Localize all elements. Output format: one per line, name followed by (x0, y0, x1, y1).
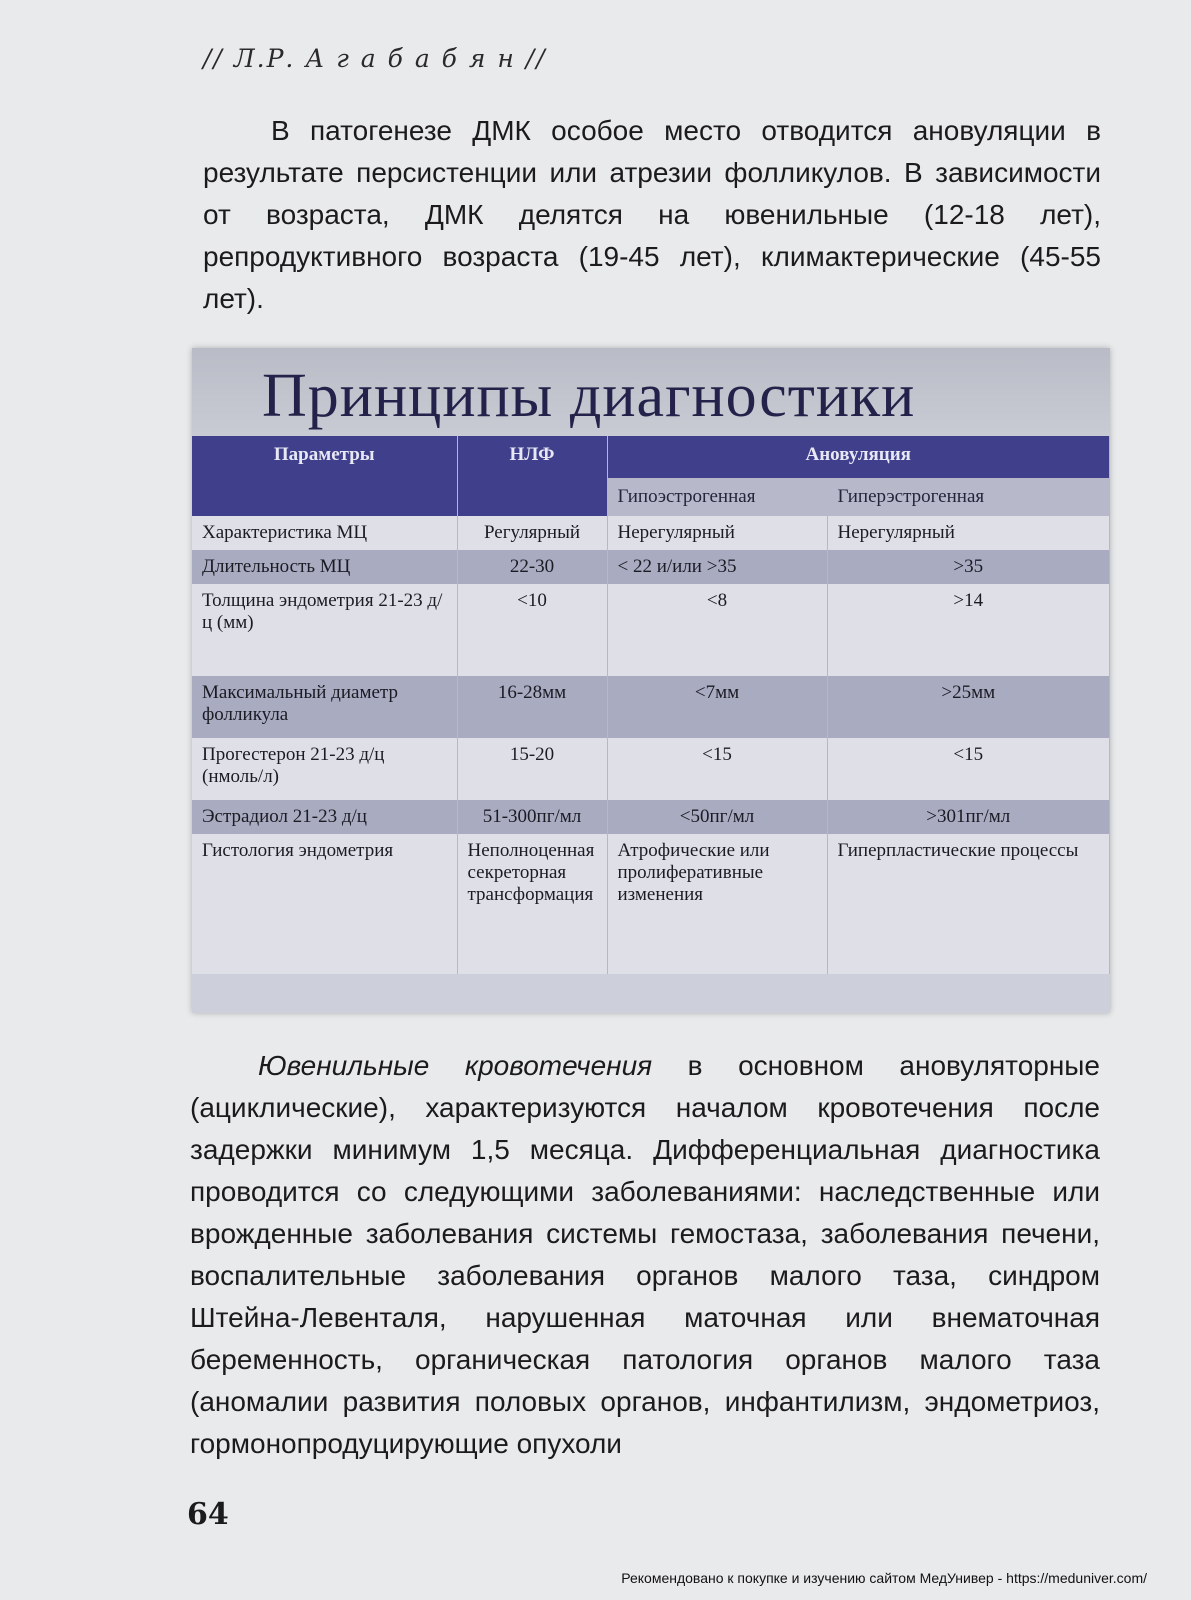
cell-hyper: >14 (827, 584, 1110, 676)
table-row (192, 738, 1110, 800)
cell-nlf: 22-30 (457, 550, 607, 584)
row-label: Максимальный диаметр фолликула (192, 676, 457, 738)
cell-hyper: Гиперпластические процессы (827, 834, 1110, 974)
cell-hyper: >35 (827, 550, 1110, 584)
footer-note: Рекомендовано к покупке и изучению сайтом МедУнивер - https://meduniver.com/ (621, 1570, 1147, 1586)
table-row (192, 800, 1110, 834)
diagnostics-slide (192, 348, 1110, 1013)
diagnostics-table (192, 436, 1110, 974)
header-hyperestrogenic: Гиперэстрогенная (827, 478, 1110, 516)
cell-hypo: <15 (607, 738, 827, 800)
cell-hyper: >301пг/мл (827, 800, 1110, 834)
cell-hypo: < 22 и/или >35 (607, 550, 827, 584)
cell-hyper: >25мм (827, 676, 1110, 738)
header-anovulation: Ановуляция (607, 436, 1110, 478)
table-row (192, 834, 1110, 974)
row-label: Толщина эндометрия 21-23 д/ц (мм) (192, 584, 457, 676)
row-label: Характеристика МЦ (192, 516, 457, 550)
page-number: 64 (187, 1497, 229, 1532)
paragraph-text: в основном ановуляторные (ациклические), характеризуются началом кровотечения после задержки минимум 1,5 месяца. Дифференциальная диагностика проводится со следующими заболеваниями: наследственные или врожденные заболевания системы гемостаза, заболевания печени, воспалительные заболевания органов малого таза, синдром Штейна-Левенталя, нарушенная маточная или внематочная беременность, органическая патология органов малого таза (аномалии развития половых органов, инфантилизм, эндометриоз, гормонопродуцирующие опухоли (190, 1050, 1100, 1459)
cell-hyper: Нерегулярный (827, 516, 1110, 550)
header-params: Параметры (192, 436, 457, 516)
table-row (192, 550, 1110, 584)
cell-nlf: <10 (457, 584, 607, 676)
cell-nlf: Регулярный (457, 516, 607, 550)
cell-hyper: <15 (827, 738, 1110, 800)
cell-hypo: <8 (607, 584, 827, 676)
table-row (192, 516, 1110, 550)
table-row (192, 676, 1110, 738)
cell-nlf: 15-20 (457, 738, 607, 800)
cell-hypo: Атрофические или пролиферативные изменения (607, 834, 827, 974)
cell-hypo: <50пг/мл (607, 800, 827, 834)
cell-nlf: Неполноценная секреторная трансформация (457, 834, 607, 974)
row-label: Длительность МЦ (192, 550, 457, 584)
paragraph-pathogenesis (203, 110, 1101, 320)
paragraph-juvenile (190, 1045, 1100, 1465)
italic-lead: Ювенильные кровотечения (258, 1050, 653, 1081)
header-nlf: НЛФ (457, 436, 607, 516)
cell-hypo: Нерегулярный (607, 516, 827, 550)
cell-nlf: 51-300пг/мл (457, 800, 607, 834)
cell-nlf: 16-28мм (457, 676, 607, 738)
row-label: Эстрадиол 21-23 д/ц (192, 800, 457, 834)
row-label: Гистология эндометрия (192, 834, 457, 974)
cell-hypo: <7мм (607, 676, 827, 738)
paragraph-text: В патогенезе ДМК особое место отводится ановуляции в результате персистенции или атрезии фолликулов. В зависимости от возраста, ДМК делятся на ювенильные (12-18 лет), репродуктивного возраста (19-45 лет), климактерические (45-55 лет). (203, 115, 1101, 314)
slide-title: Принципы диагностики (192, 348, 1110, 436)
header-hypoestrogenic: Гипоэстрогенная (607, 478, 827, 516)
running-head: // Л.Р. А г а б а б я н // (203, 44, 547, 73)
table-row (192, 584, 1110, 676)
row-label: Прогестерон 21-23 д/ц (нмоль/л) (192, 738, 457, 800)
